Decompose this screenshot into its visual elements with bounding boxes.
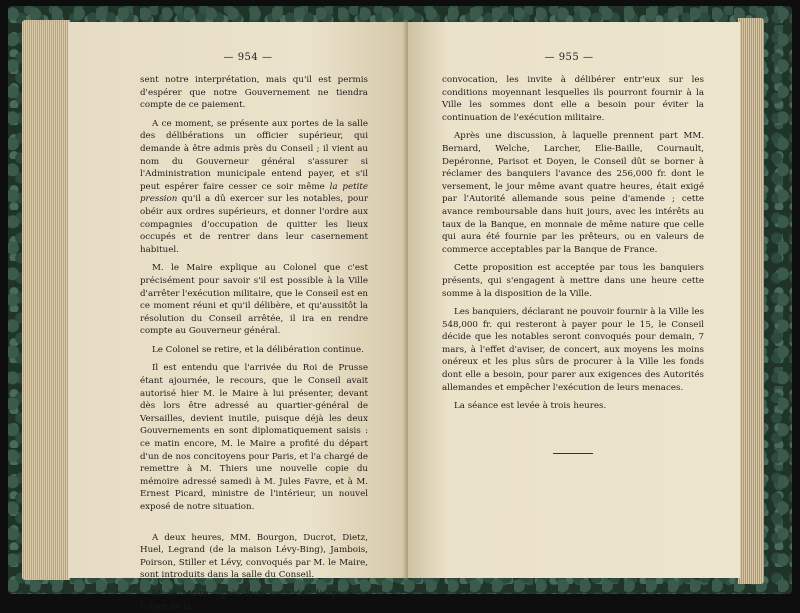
- paragraph: convocation, les invite à délibérer entr'eux sur les conditions moyennant lesquelles ils pourront fournir à la Ville les sommes dont elle a besoin pour éviter la continuation de l'exécution militaire.: [442, 75, 704, 123]
- paragraph: Les banquiers, déclarant ne pouvoir fournir à la Ville les 548,000 fr. qui resteront à payer pour le 15, le Conseil décide que les notables seront convoqués pour demain, 7 mars, à l'effet d'aviser, de concert, aux moyens les moins onéreux et les plus sûrs de procurer à la Ville les fonds dont elle a besoin, pour parer aux exigences des Autorités allemandes et empêcher l'exécution de leurs menaces.: [442, 307, 704, 393]
- paragraph: Le Colonel se retire, et la délibération continue.: [152, 344, 364, 355]
- paragraph: Il est entendu que l'arrivée du Roi de Prusse étant ajournée, le recours, que le Conseil avait autorisé hier M. le Maire à lui présenter, devant dès lors être adressé au quartier-général de Versailles, devient inutile, puisque déjà les deux Gouvernements en sont diplomatiquement saisis : ce matin encore, M. le Maire a profité du départ d'un de nos concitoyens pour Paris, et l'a chargé de remettre à M. Thiers une nouvelle copie du mémoire adressé samedi à M. Jules Favre, et à M. Ernest Picard, ministre de l'intérieur, un nouvel exposé de notre situation.: [140, 363, 368, 512]
- paragraph: M. le Maire explique au Colonel que c'est précisément pour savoir s'il est possible à la Ville d'arrêter l'exécution militaire, que le Conseil est en ce moment réuni et qu'il délibère, et qu'aussitôt la résolution du Conseil arrêtée, il ira en rendre compte au Gouverneur général.: [140, 263, 368, 337]
- page-edges-right: [738, 18, 764, 584]
- right-page: [408, 22, 740, 578]
- left-page: [68, 22, 408, 612]
- page-number-left: — 954 —: [223, 52, 273, 63]
- paragraph: La séance est levée à trois heures.: [454, 401, 607, 412]
- paragraph: Après une discussion, à laquelle prennent part MM. Bernard, Welche, Larcher, Elie-Baille, Cournault, Depéronne, Parisot et Doyen, le Conseil dût se borner à réclamer des banquiers l'avance des 256,000 fr. dont le versement, le jour même avant quatre heures, était exigé par l'Autorité allemande sous peine d'amende ; cette avance remboursable dans huit jours, avec les intérêts au taux de la Banque, en monnaie de même nature que celle qui aura été fournie par les prêteurs, ou en valeurs de commerce acceptables par la Banque de France.: [442, 131, 704, 255]
- section-divider: [553, 453, 593, 454]
- paragraph: A ce moment, se présente aux portes de la salle des délibérations un officier supérieur, qui demande à être admis près du Conseil ; il vient au nom du Gouverneur général s'assurer si l'Administration municipale entend payer, et s'il peut espérer faire cesser ce soir même la petite pression qu'il a dû exercer sur les notables, pour obéir aux ordres supérieurs, et donner l'ordre aux compagnies d'occupation de quitter les lieux occupés et de rentrer dans leur casernement habituel.: [140, 118, 368, 255]
- italic-phrase: la petite pression: [140, 181, 368, 205]
- paragraph: Cette proposition est acceptée par tous les banquiers présents, qui s'engagent à mettre dans une heure cette somme à la disposition de la Ville.: [442, 263, 704, 299]
- paragraph: sent notre interprétation, mais qu'il est permis d'espérer que notre Gouvernement ne tiendra compte de ce paiement.: [140, 75, 368, 111]
- paragraph: A deux heures, MM. Bourgon, Ducrot, Dietz, Huel, Legrand (de la maison Lévy-Bing), Jambois, Poirson, Stiller et Lévy, convoqués par M. le Maire, sont introduits dans la salle du Conseil.: [140, 532, 368, 581]
- paragraph: M. le Maire, après leur avoir fait l'exposé de l'objet de la: [140, 588, 368, 612]
- page-edges-left: [22, 20, 70, 580]
- page-number-right: — 955 —: [544, 52, 594, 63]
